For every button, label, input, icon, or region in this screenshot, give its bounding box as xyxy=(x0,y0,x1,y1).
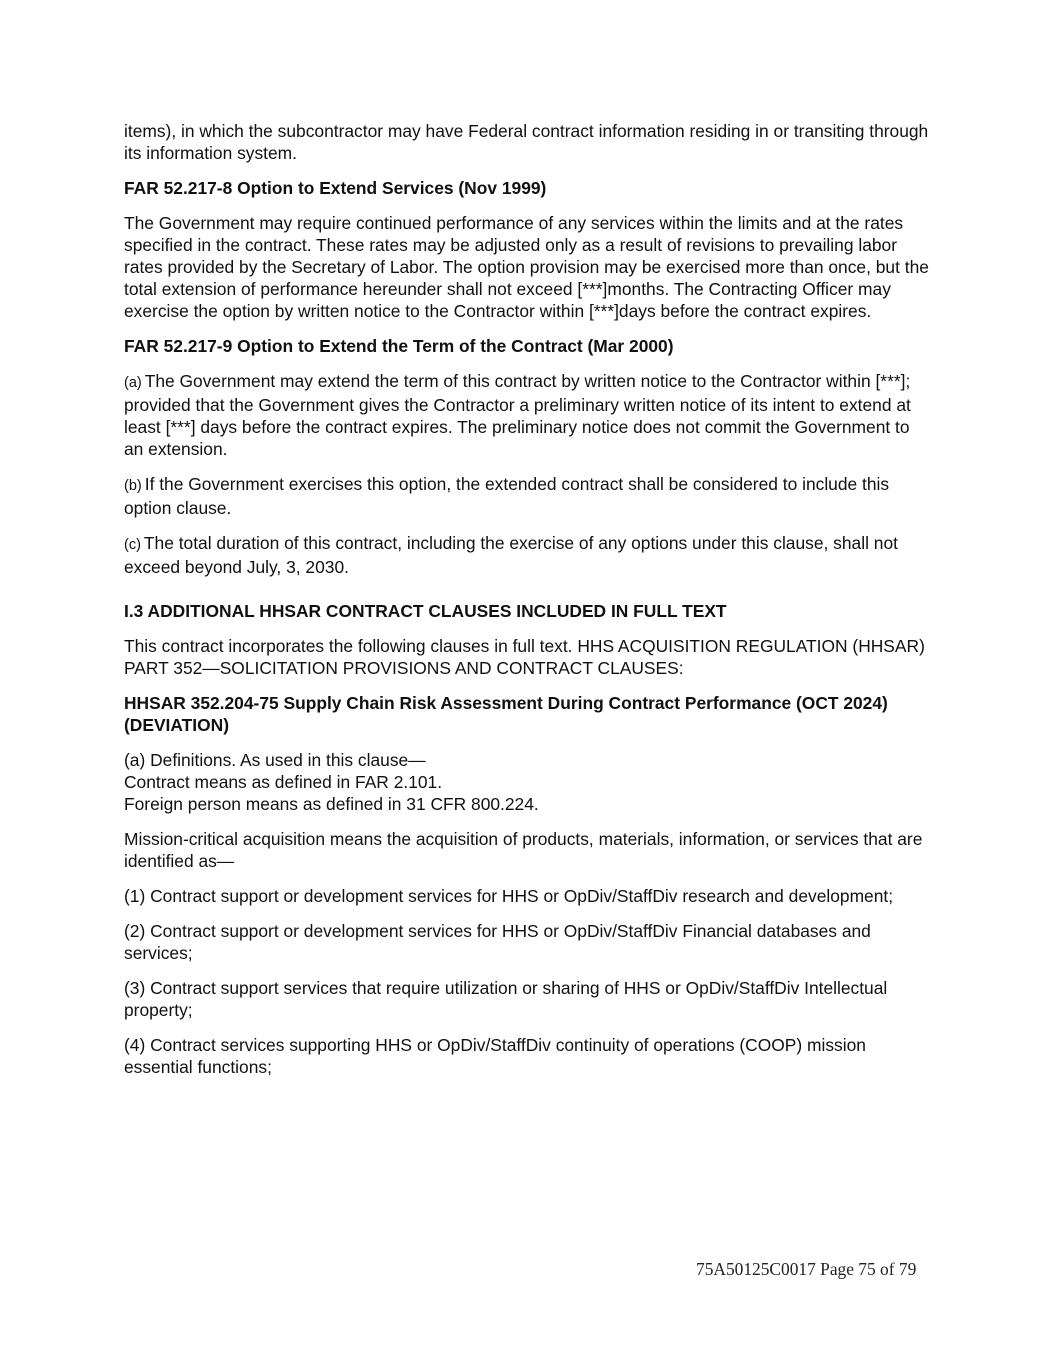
definitions-block xyxy=(124,749,930,815)
section-i3-heading: I.3 ADDITIONAL HHSAR CONTRACT CLAUSES INCLUDED IN FULL TEXT xyxy=(124,601,727,621)
clause-352-204-75-heading: HHSAR 352.204-75 Supply Chain Risk Assessment During Contract Performance (OCT 2024) (DEVIATION) xyxy=(124,693,888,735)
section-i3-intro: This contract incorporates the following clauses in full text. HHS ACQUISITION REGULATION (HHSAR) PART 352—SOLICITATION PROVISIONS AND CONTRACT CLAUSES: xyxy=(124,636,925,678)
definition-foreign-person: Foreign person means as defined in 31 CFR 800.224. xyxy=(124,794,539,814)
document-page xyxy=(124,120,930,1091)
page-footer: 75A50125C0017 Page 75 of 79 xyxy=(696,1259,917,1279)
mission-critical-definition: Mission-critical acquisition means the acquisition of products, materials, information, or services that are identified as— xyxy=(124,829,923,871)
clause-52-217-9-item-c xyxy=(124,532,930,578)
item-label: (a) xyxy=(124,375,142,391)
definitions-intro: (a) Definitions. As used in this clause— xyxy=(124,750,426,770)
item-label: (b) xyxy=(124,478,142,494)
mission-critical-item-1: (1) Contract support or development services for HHS or OpDiv/StaffDiv research and development; xyxy=(124,886,894,906)
mission-critical-item-3: (3) Contract support services that require utilization or sharing of HHS or OpDiv/StaffDiv Intellectual property; xyxy=(124,978,888,1020)
clause-52-217-9-heading: FAR 52.217-9 Option to Extend the Term of the Contract (Mar 2000) xyxy=(124,336,674,356)
item-text: The total duration of this contract, including the exercise of any options under this clause, shall not exceed beyond July, 3, 2030. xyxy=(124,533,898,577)
item-text: The Government may extend the term of this contract by written notice to the Contractor within [***]; provided that the Government gives the Contractor a preliminary written notice of its intent to extend at least [***] days before the contract expires. The preliminary notice does not commit the Government to an extension. xyxy=(124,371,911,459)
clause-52-217-9-item-a xyxy=(124,370,930,460)
clause-52-217-8-heading: FAR 52.217-8 Option to Extend Services (Nov 1999) xyxy=(124,178,547,198)
clause-52-217-9-item-b xyxy=(124,473,930,519)
clause-52-217-8-body: The Government may require continued performance of any services within the limits and at the rates specified in the contract. These rates may be adjusted only as a result of revisions to prevailing labor rates provided by the Secretary of Labor. The option provision may be exercised more than once, but the total extension of performance hereunder shall not exceed [***]months. The Contracting Officer may exercise the option by written notice to the Contractor within [***]days before the contract expires. xyxy=(124,213,929,321)
mission-critical-item-2: (2) Contract support or development services for HHS or OpDiv/StaffDiv Financial databases and services; xyxy=(124,921,871,963)
mission-critical-item-4: (4) Contract services supporting HHS or OpDiv/StaffDiv continuity of operations (COOP) mission essential functions; xyxy=(124,1035,866,1077)
item-text: If the Government exercises this option, the extended contract shall be considered to include this option clause. xyxy=(124,474,890,518)
definition-contract: Contract means as defined in FAR 2.101. xyxy=(124,772,443,792)
continuation-paragraph: items), in which the subcontractor may have Federal contract information residing in or transiting through its information system. xyxy=(124,121,929,163)
item-label: (c) xyxy=(124,537,141,553)
